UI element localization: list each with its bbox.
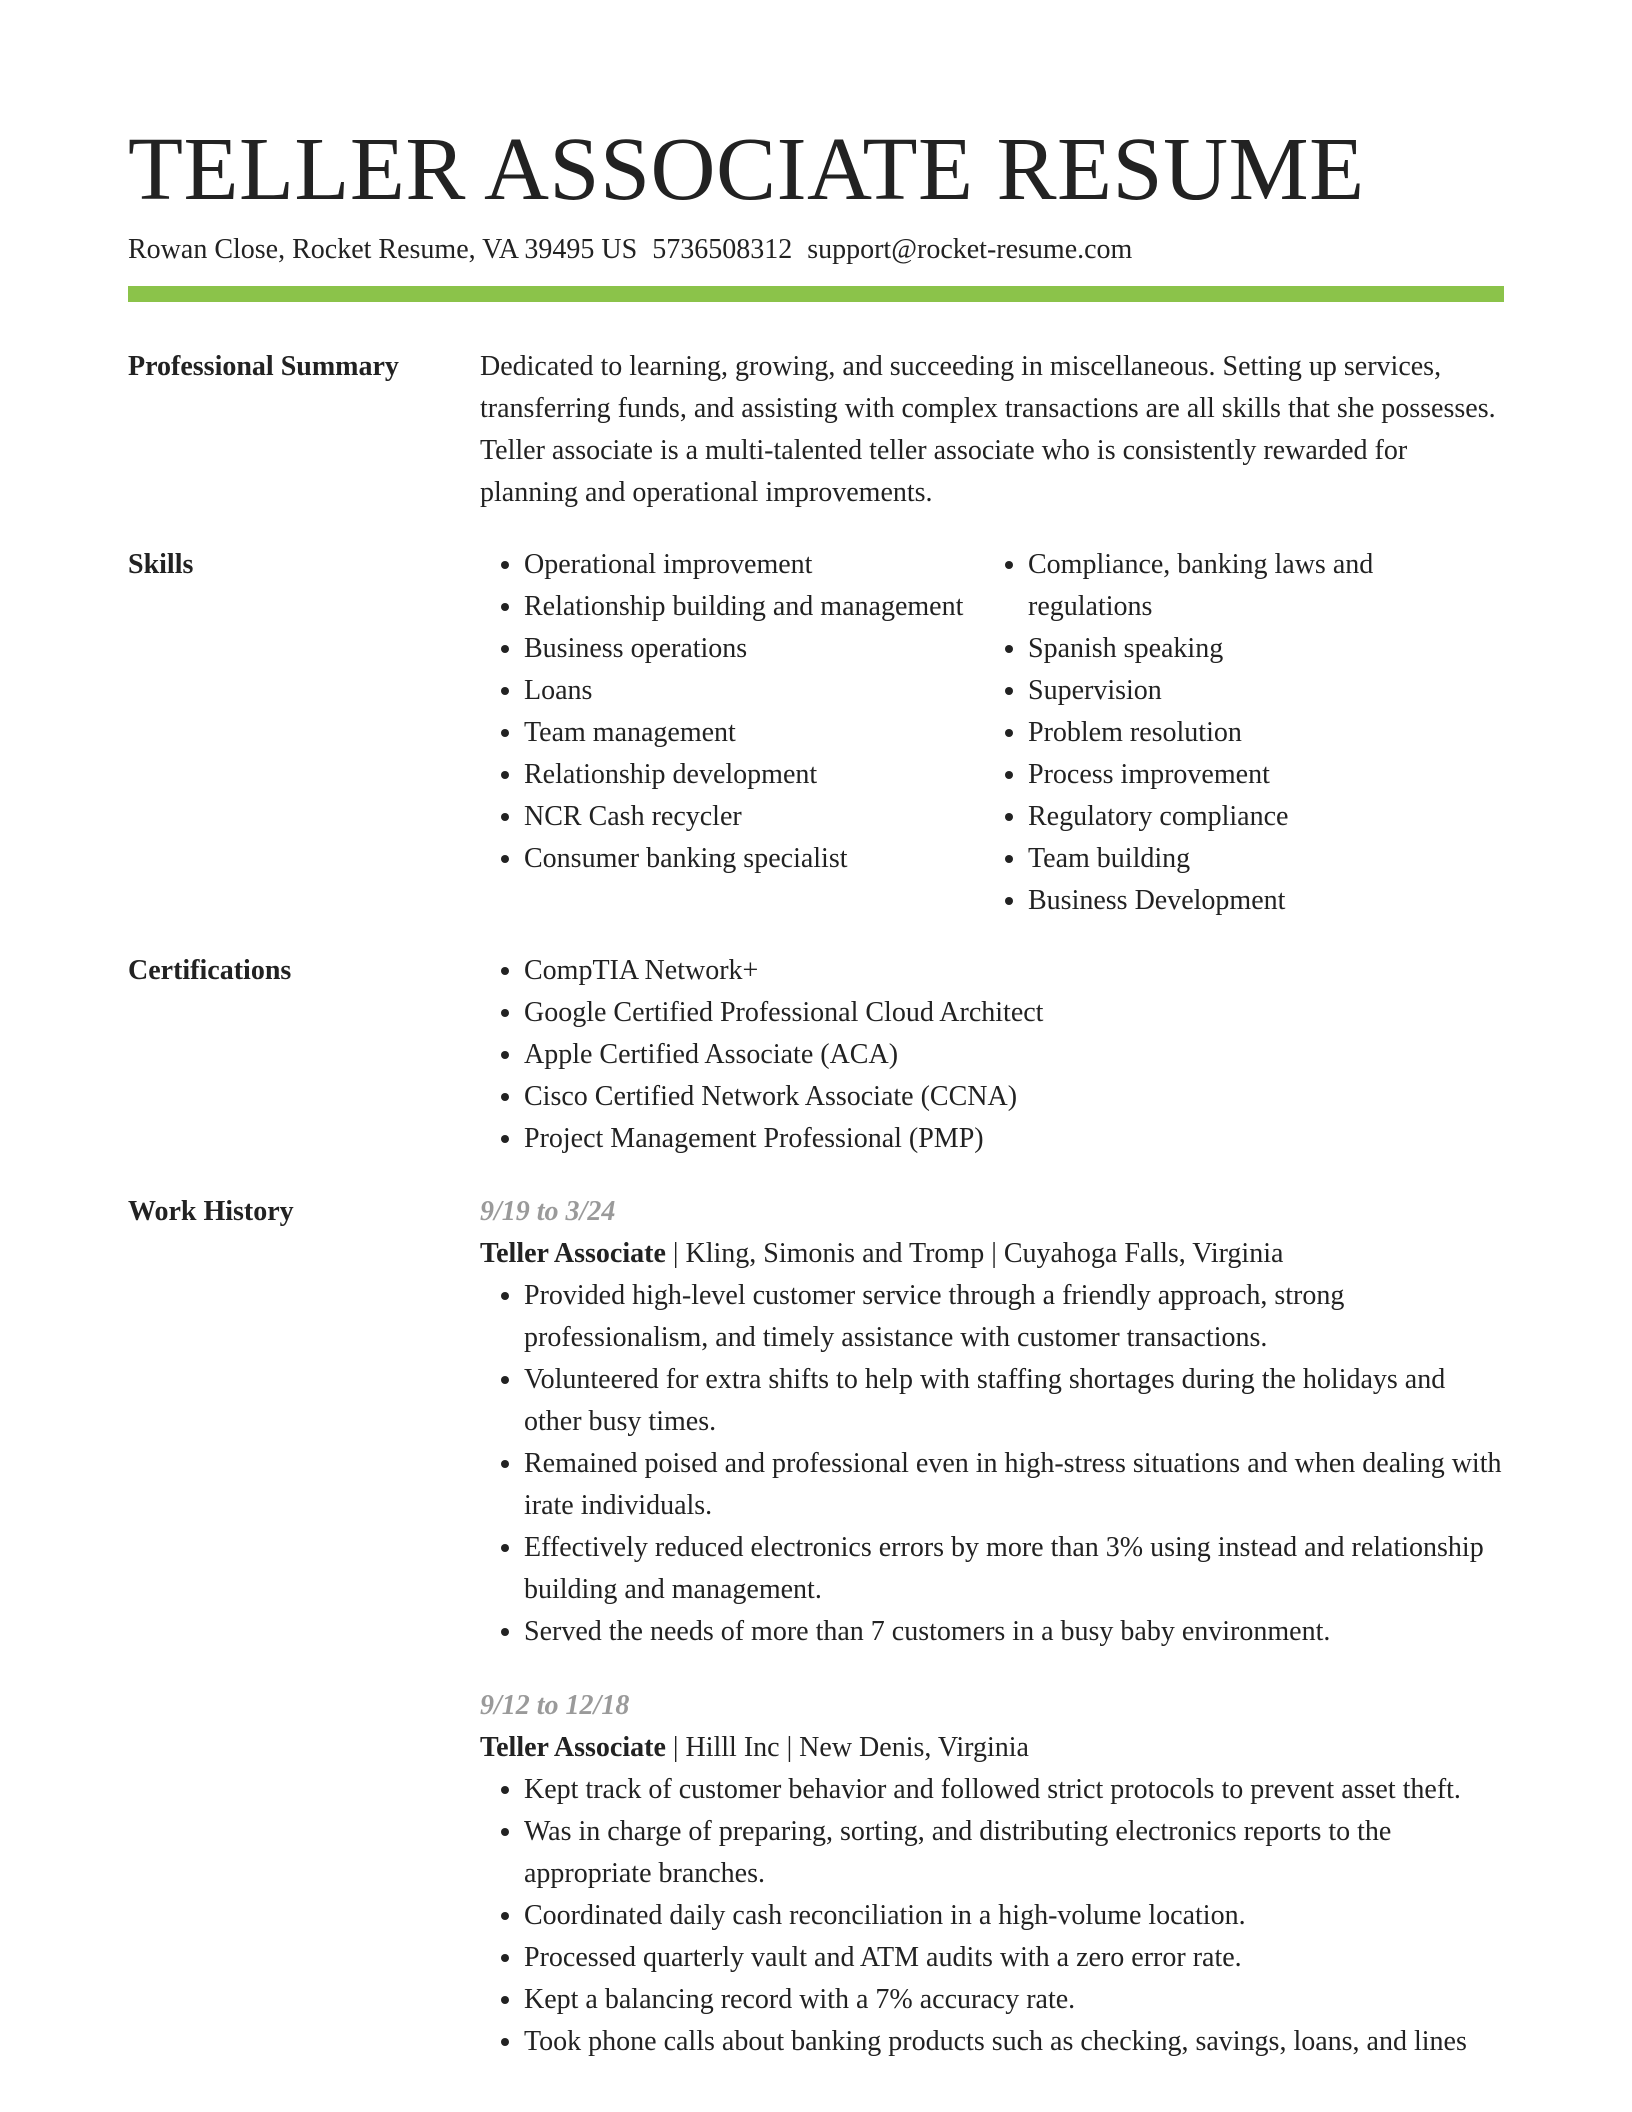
certifications-label: Certifications [128,955,292,986]
skill-item: • Supervision [1028,670,1504,712]
job-dates: 9/12 to 12/18 [480,1690,630,1721]
skill-item: • Compliance, banking laws and regulations [1028,544,1504,628]
summary-text: Dedicated to learning, growing, and succeeding in miscellaneous. Setting up services, transferring funds, and assisting with complex transactions are all skills that she possesses. Teller associate is a multi-talented teller associate who is consistently rewarded for planning and operational improvements. [480,351,1496,508]
job-title: Teller Associate [480,1732,666,1763]
job-duty: • Processed quarterly vault and ATM audits with a zero error rate. [524,1937,1504,1979]
job-duty: • Was in charge of preparing, sorting, and distributing electronics reports to the appropriate branches. [524,1811,1504,1895]
summary-label: Professional Summary [128,351,399,382]
job-entry [480,1191,1504,1653]
job-duty: • Volunteered for extra shifts to help with staffing shortages during the holidays and other busy times. [524,1359,1504,1443]
skill-item: • Operational improvement [524,544,984,586]
job-duty: • Took phone calls about banking products such as checking, savings, loans, and lines [524,2021,1504,2063]
skill-item: • Loans [524,670,984,712]
skill-item: • Relationship building and management [524,586,984,628]
certification-item: • Google Certified Professional Cloud Architect [524,992,1504,1034]
job-dates: 9/19 to 3/24 [480,1196,616,1227]
contact-line [128,232,1132,268]
job-duty: • Effectively reduced electronics errors by more than 3% using instead and relationship building and management. [524,1527,1504,1611]
skill-item: • Relationship development [524,754,984,796]
certifications-body [480,950,1504,1160]
summary-body [480,346,1504,514]
skills-list-left [480,544,984,880]
skill-item: • Regulatory compliance [1028,796,1504,838]
job-employer-location: | Hilll Inc | New Denis, Virginia [665,1732,1029,1763]
certification-item: • CompTIA Network+ [524,950,1504,992]
header-divider [128,286,1504,302]
job-heading [480,1233,1504,1275]
skill-item: • Team management [524,712,984,754]
skill-item: • Business Development [1028,880,1504,922]
job-duty: • Kept a balancing record with a 7% accuracy rate. [524,1979,1504,2021]
contact-address: Rowan Close, Rocket Resume, VA 39495 US [128,234,638,265]
skill-item: • Team building [1028,838,1504,880]
skill-item: • Consumer banking specialist [524,838,984,880]
job-duties-list [480,1769,1504,2063]
skill-item: • Spanish speaking [1028,628,1504,670]
certification-item: • Cisco Certified Network Associate (CCNA) [524,1076,1504,1118]
job-employer-location: | Kling, Simonis and Tromp | Cuyahoga Falls, Virginia [665,1238,1284,1269]
skills-column-right [984,544,1504,922]
certifications-list [480,950,1504,1160]
skills-body [480,544,1504,922]
job-duty: • Served the needs of more than 7 customers in a busy baby environment. [524,1611,1504,1653]
skill-item: • NCR Cash recycler [524,796,984,838]
job-title: Teller Associate [480,1238,666,1269]
skills-label: Skills [128,549,194,580]
skills-column-left [480,544,984,922]
job-duty: • Coordinated daily cash reconciliation in a high-volume location. [524,1895,1504,1937]
skill-item: • Process improvement [1028,754,1504,796]
contact-email: support@rocket-resume.com [807,234,1133,265]
job-duty: • Remained poised and professional even in high-stress situations and when dealing with irate individuals. [524,1443,1504,1527]
job-entry [480,1685,1504,2063]
work-history-label: Work History [128,1196,294,1227]
job-duty: • Provided high-level customer service through a friendly approach, strong professionalism, and timely assistance with customer transactions. [524,1275,1504,1359]
job-duties-list [480,1275,1504,1653]
skills-list-right [984,544,1504,922]
job-duty: • Kept track of customer behavior and followed strict protocols to prevent asset theft. [524,1769,1504,1811]
certification-item: • Apple Certified Associate (ACA) [524,1034,1504,1076]
job-heading [480,1727,1504,1769]
skill-item: • Problem resolution [1028,712,1504,754]
skill-item: • Business operations [524,628,984,670]
contact-phone: 5736508312 [652,234,793,265]
work-history-body [480,1191,1504,2063]
resume-title: TELLER ASSOCIATE RESUME [128,120,1365,219]
certification-item: • Project Management Professional (PMP) [524,1118,1504,1160]
